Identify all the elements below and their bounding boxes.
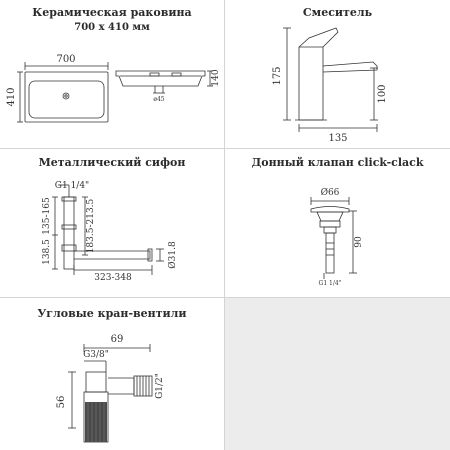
siphon-thread-label: G1 1/4" xyxy=(54,181,90,191)
drain-valve-thread-label: G1 1/4" xyxy=(318,280,342,287)
drain-valve-diameter-label: Ø66 xyxy=(320,188,340,198)
mixer-spout-height-label: 100 xyxy=(377,84,388,104)
mixer-title: Смеситель xyxy=(302,6,373,19)
siphon-drawing xyxy=(0,149,224,297)
mixer-height-label: 175 xyxy=(272,66,283,86)
angle-valve-length-label: 69 xyxy=(110,334,124,345)
drain-valve-panel xyxy=(225,149,450,297)
basin-subtitle: 700 х 410 мм xyxy=(74,22,150,33)
basin-panel xyxy=(0,0,224,148)
basin-width-label: 700 xyxy=(56,54,76,65)
angle-valve-inlet-thread-label: G3/8" xyxy=(83,350,109,360)
basin-title: Керамическая раковина xyxy=(32,6,192,19)
drain-valve-title: Донный клапан click-clack xyxy=(251,156,424,169)
drain-valve-height-label: 90 xyxy=(354,236,364,248)
angle-valve-height-label: 56 xyxy=(56,395,67,409)
basin-drain-label: ø45 xyxy=(153,96,165,103)
drain-valve-drawing xyxy=(225,149,450,297)
angle-valve-panel xyxy=(0,298,224,450)
mixer-reach-label: 135 xyxy=(328,133,348,144)
angle-valve-title: Угловые кран-вентили xyxy=(37,307,187,320)
siphon-length-label: 323-348 xyxy=(94,273,132,283)
basin-height-label: 140 xyxy=(211,69,221,87)
mixer-drawing xyxy=(225,0,450,148)
siphon-panel xyxy=(0,149,224,297)
basin-depth-label: 410 xyxy=(6,87,17,107)
siphon-diameter-label: Ø31.8 xyxy=(168,241,178,269)
siphon-title: Металлический сифон xyxy=(38,156,186,169)
basin-drawing xyxy=(0,0,224,148)
empty-panel xyxy=(225,298,450,450)
mixer-panel xyxy=(225,0,450,148)
siphon-adjust-2-label: 183.5-213.5 xyxy=(86,198,96,254)
siphon-adjust-1-label: 135-165 xyxy=(42,197,52,235)
siphon-base-label: 138.5 xyxy=(42,239,52,265)
angle-valve-outlet-thread-label: G1/2" xyxy=(155,373,165,399)
angle-valve-drawing xyxy=(0,298,224,450)
